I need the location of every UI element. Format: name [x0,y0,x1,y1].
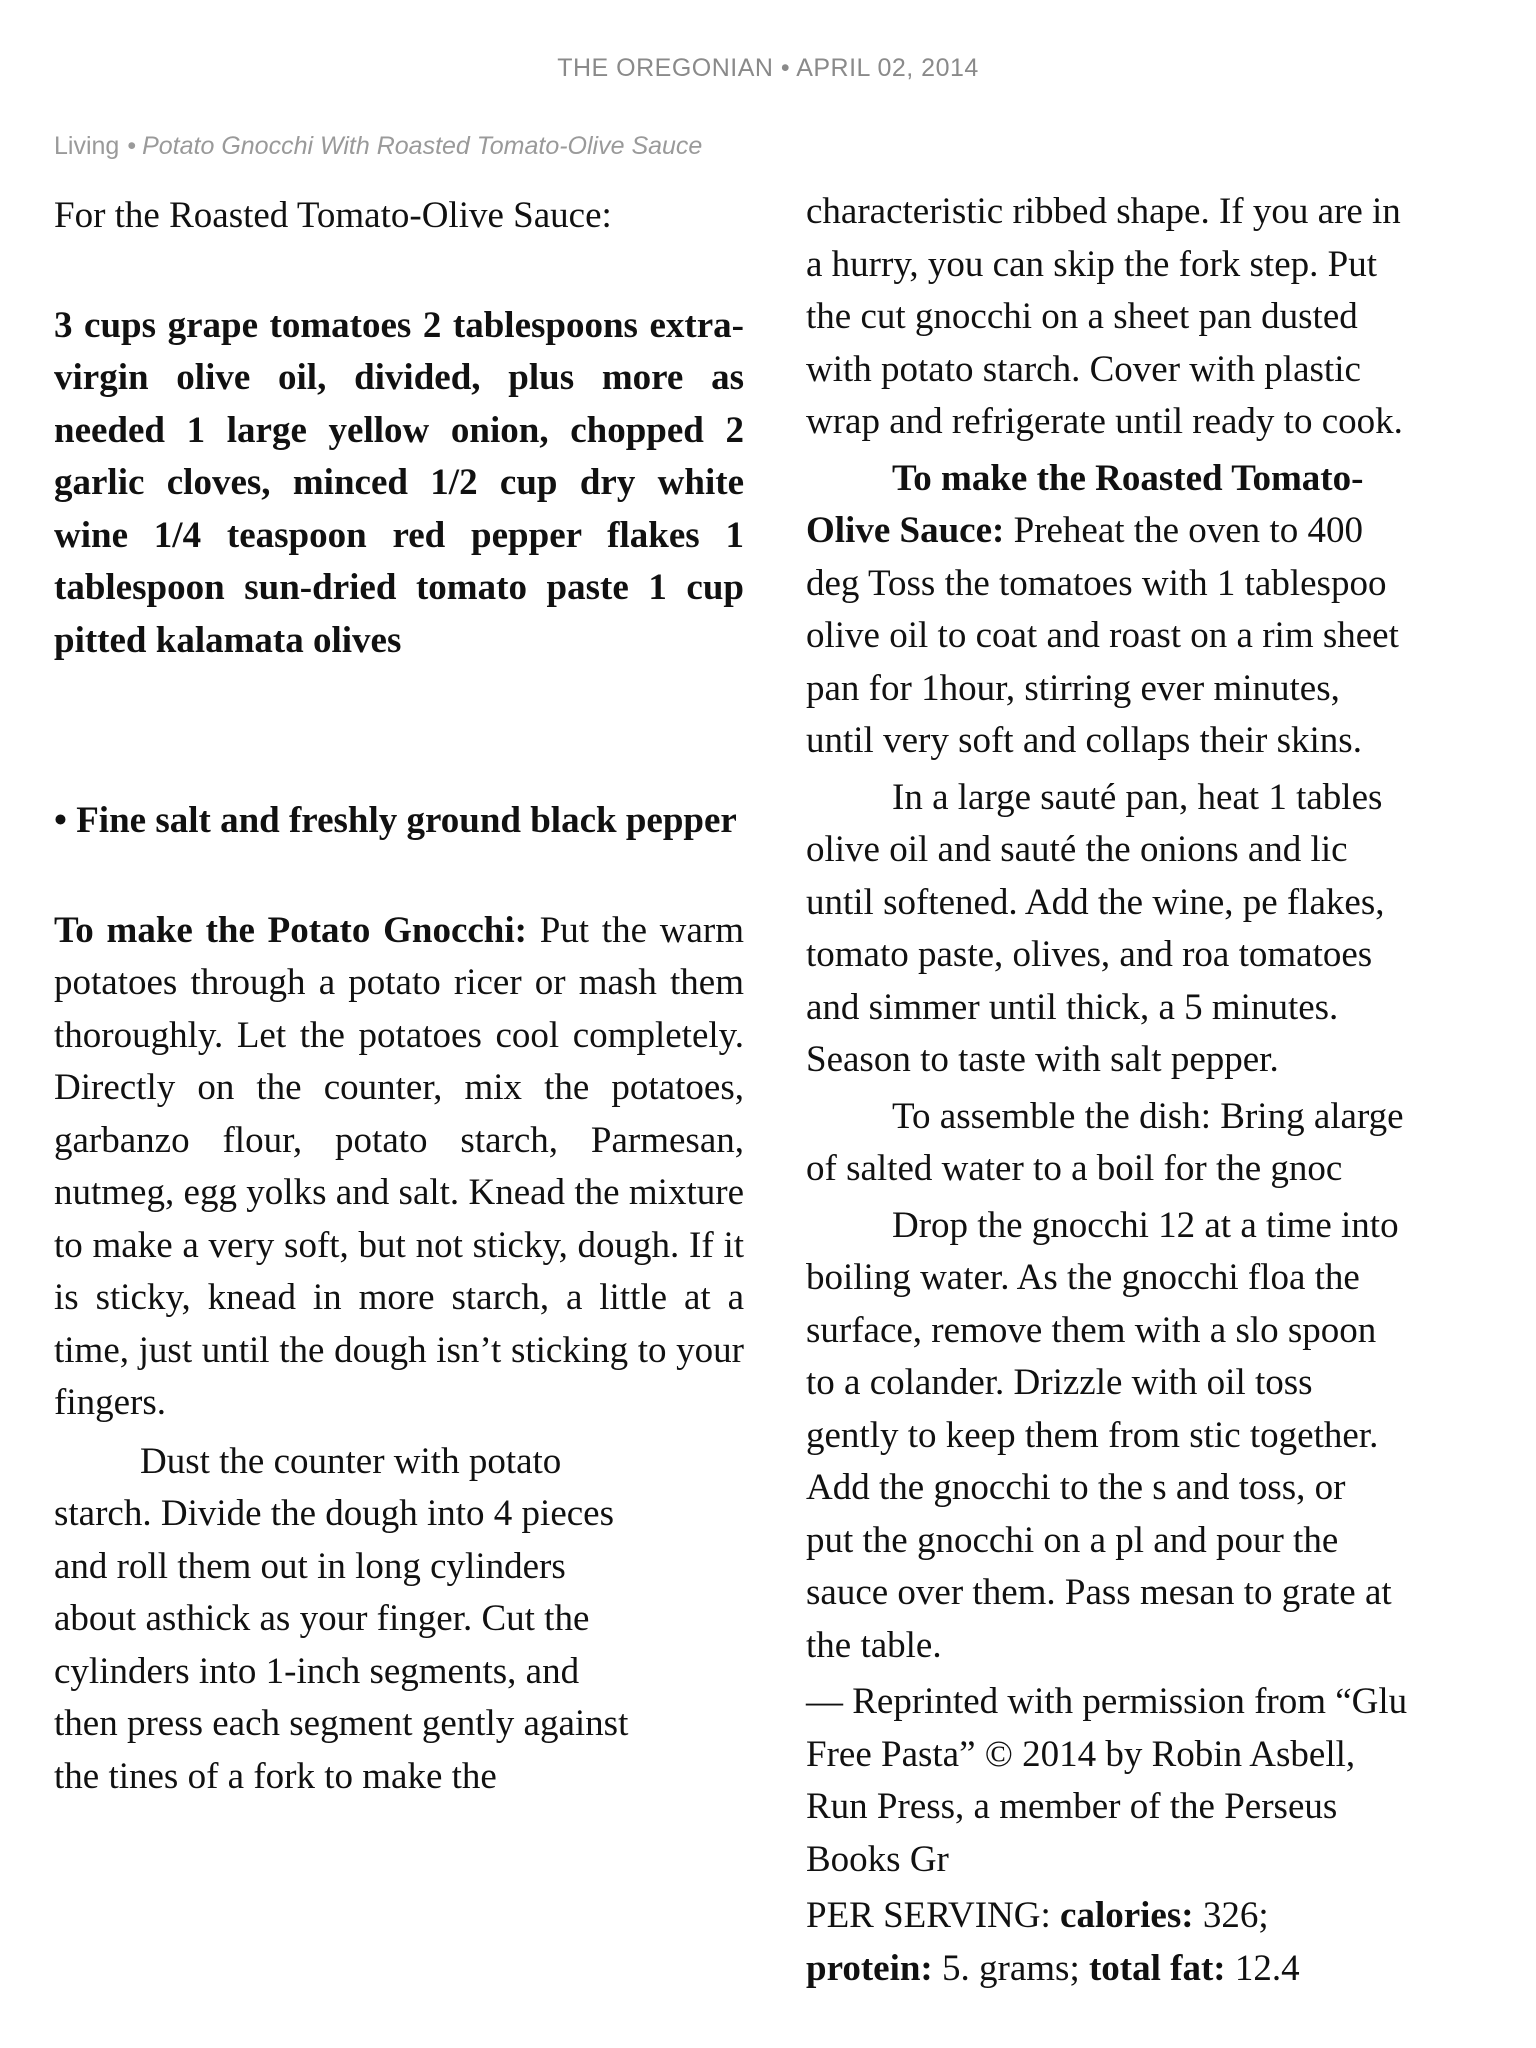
gnocchi-heading: To make the Potato Gnocchi: [54,909,527,951]
nutrition-label: PER SERVING: [806,1895,1061,1936]
gnocchi-text: Put the warm potatoes through a potato ricer or mash them thoroughly. Let the potatoes cool completely. Directly on the counter, mix the potatoes, garbanzo flour, potato starch, Parmesan, nutmeg, egg yolks and salt. Knead the mixture to make a very soft, but not sticky, dough. If it is sticky, knead in more starch, a little at a time, just until the dough isn’t sticking to your fingers. [54,909,744,1423]
dust-line: cylinders into 1-inch segments, and [54,1650,580,1692]
dust-line: and roll them out in long cylinders [54,1545,566,1587]
dust-paragraph [54,1436,744,1804]
dust-line: then press each segment gently against [54,1703,629,1744]
drop-line: to a colander. Drizzle with oil toss [806,1362,1313,1403]
nutrition-info [806,1890,1496,1995]
sauce-step-text: Preheat the oven to 400 [1004,510,1363,551]
saute-paragraph [806,772,1496,1087]
drop-line: the table. [806,1624,942,1666]
dust-line: the tines of a fork to make the [54,1755,497,1797]
saute-line: until softened. Add the wine, pe flakes, [806,881,1385,923]
sauce-step-line: deg Toss the tomatoes with 1 tablespoo [806,562,1387,604]
gnocchi-instructions [54,905,744,1430]
nutrition-line [806,1943,1496,1996]
nutrition-line [806,1890,1496,1943]
assemble-paragraph [806,1091,1496,1196]
credit-line: Run Press, a member of the Perseus [806,1786,1338,1827]
drop-line: Drop the gnocchi 12 at a time into [892,1204,1399,1246]
sauce-step-line: olive oil to coat and roast on a rim sheet [806,615,1399,656]
saute-line: and simmer until thick, a 5 minutes. [806,986,1339,1028]
continued-line: wrap and refrigerate until ready to cook. [806,401,1403,442]
sauce-ingredients: 3 cups grape tomatoes 2 tablespoons extra-virgin olive oil, divided, plus more as needed 1 large yellow onion, chopped 2 garlic cloves, minced 1/2 cup dry white wine 1/4 teaspoon red pepper flakes 1 tablespoon sun-dried tomato paste 1 cup pitted kalamata olives [54,304,744,661]
fat-value: 12.4 [1225,1947,1300,1989]
breadcrumb-section-link[interactable]: Living [54,132,120,160]
protein-label: protein: [806,1947,933,1989]
continued-paragraph [806,186,1496,449]
saute-line: olive oil and sauté the onions and lic [806,829,1348,870]
credit-line: Free Pasta” © 2014 by Robin Asbell, [806,1733,1356,1775]
drop-line: put the gnocchi on a pl and pour the [806,1519,1339,1561]
sauce-step-paragraph [806,453,1496,768]
breadcrumb-separator: • [127,132,137,160]
dust-line: starch. Divide the dough into 4 pieces [54,1493,615,1534]
drop-line: gently to keep them from stic together. [806,1414,1379,1456]
sauce-step-line: pan for 1hour, stirring ever minutes, [806,667,1340,709]
assemble-line: To assemble the dish: Bring alarge [892,1095,1404,1137]
continued-line: with potato starch. Cover with plastic [806,348,1361,390]
fat-label: total fat: [1088,1947,1226,1989]
credit-line: — Reprinted with permission from “Glu [806,1681,1408,1722]
saute-line: tomato paste, olives, and roa tomatoes [806,934,1373,975]
protein-value: 5. grams; [932,1947,1089,1989]
left-column [54,190,744,1803]
sauce-step-heading-end: Olive Sauce: [806,510,1005,551]
sauce-heading: For the Roasted Tomato-Olive Sauce: [54,195,612,236]
credit-paragraph [806,1676,1496,1886]
drop-line: boiling water. As the gnocchi floa the [806,1257,1360,1298]
sauce-step-line: until very soft and collaps their skins. [806,720,1362,761]
seasoning-item: • Fine salt and freshly ground black pepper [54,800,737,841]
sauce-step-heading: To make the Roasted Tomato- [892,457,1364,499]
dust-line: about asthick as your finger. Cut the [54,1598,590,1639]
continued-line: the cut gnocchi on a sheet pan dusted [806,296,1358,337]
saute-line: In a large sauté pan, heat 1 tables [892,776,1383,818]
drop-line: surface, remove them with a slo spoon [806,1309,1377,1351]
assemble-line: of salted water to a boil for the gnoc [806,1148,1343,1189]
breadcrumb-article-title: Potato Gnocchi With Roasted Tomato-Olive Sauce [142,132,703,160]
publication-masthead: THE OREGONIAN • APRIL 02, 2014 [557,54,979,82]
saute-line: Season to taste with salt pepper. [806,1039,1279,1080]
drop-paragraph [806,1200,1496,1673]
breadcrumb [54,132,702,161]
drop-line: sauce over them. Pass mesan to grate at [806,1572,1392,1613]
continued-line: a hurry, you can skip the fork step. Put [806,243,1377,285]
calories-label: calories: [1060,1895,1194,1936]
right-column [806,186,1496,1995]
continued-line: characteristic ribbed shape. If you are in [806,191,1401,232]
dust-line: Dust the counter with potato [140,1440,562,1482]
calories-value: 326; [1193,1895,1269,1936]
sauce-step-line [806,505,1496,558]
drop-line: Add the gnocchi to the s and toss, or [806,1467,1346,1508]
credit-line: Books Gr [806,1838,949,1880]
